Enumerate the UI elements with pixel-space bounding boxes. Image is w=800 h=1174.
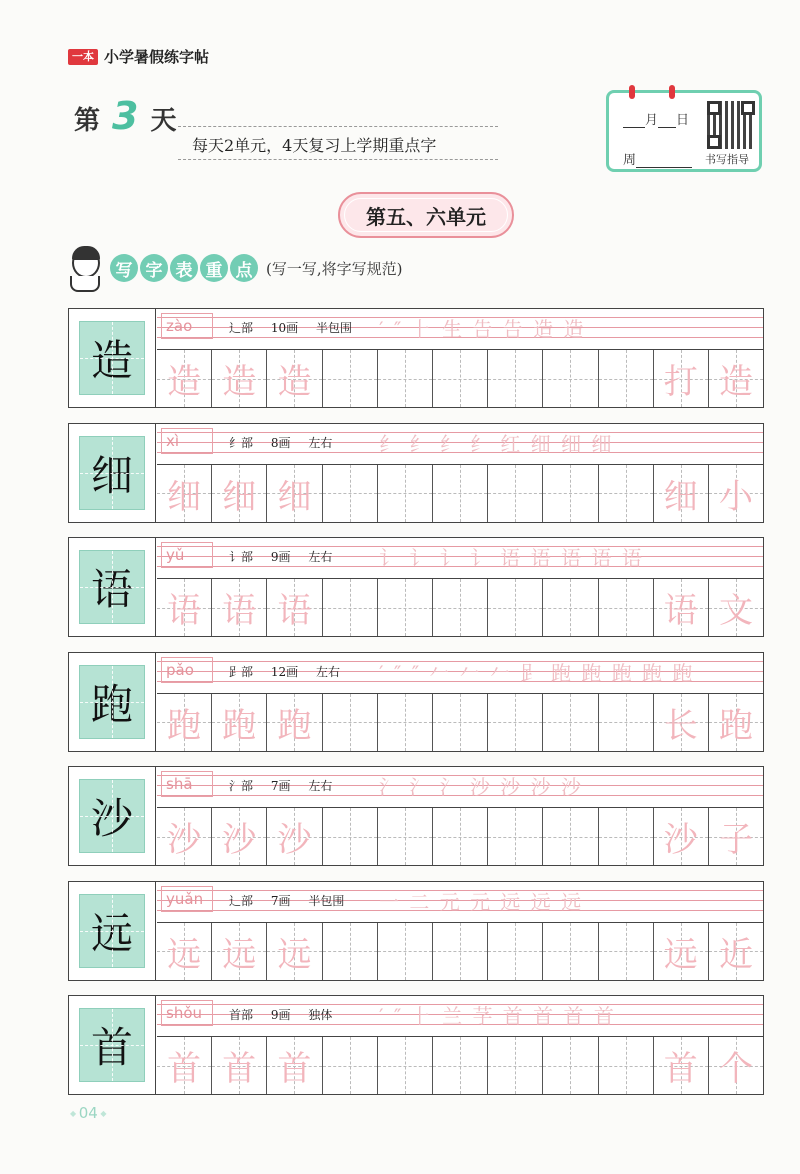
brand-logo: 一本 (68, 49, 98, 65)
stroke-count: 10画 (270, 321, 299, 335)
trace-char: 细 (222, 476, 257, 517)
model-char: 细 (79, 436, 145, 510)
writing-cell[interactable] (654, 465, 709, 522)
writing-cell[interactable] (433, 350, 488, 407)
model-char: 远 (79, 894, 145, 968)
writing-cell[interactable] (433, 579, 488, 636)
pinyin: xì (161, 428, 213, 454)
trace-char: 语 (663, 591, 698, 631)
trace-char (323, 923, 377, 980)
trace-char (378, 694, 432, 751)
model-char: 造 (79, 321, 145, 395)
writing-cell[interactable] (212, 1037, 267, 1094)
trace-char: 近 (718, 934, 753, 975)
writing-cell[interactable] (654, 923, 709, 980)
stroke-count: 7画 (270, 779, 291, 793)
info-band (157, 309, 763, 349)
radical: 讠部 (229, 550, 254, 564)
trace-char (543, 350, 597, 407)
writing-cell[interactable] (488, 923, 543, 980)
writing-cell[interactable] (267, 579, 322, 636)
writing-cell[interactable] (433, 694, 488, 751)
section-title-char: 点 (230, 254, 258, 282)
trace-char (488, 808, 542, 865)
trace-char: 语 (167, 591, 202, 631)
trace-char: 首 (167, 1049, 202, 1089)
trace-char (488, 465, 542, 522)
trace-char (433, 579, 487, 636)
stroke-count: 9画 (270, 550, 291, 564)
trace-char (323, 465, 377, 522)
trace-char: 沙 (222, 820, 257, 860)
info-band (157, 424, 763, 464)
section-title-char: 写 (110, 254, 138, 282)
trace-char: 远 (277, 934, 312, 975)
model-char: 语 (79, 550, 145, 624)
month-label: 月 (645, 113, 659, 128)
trace-char (599, 808, 653, 865)
page-number: ◆ 04 ◆ (70, 1104, 107, 1122)
radical: 辶部 (229, 321, 254, 335)
unit-title-text: 第五、六单元 (366, 204, 486, 229)
book-title: 小学暑假练字帖 (104, 48, 210, 66)
writing-cell[interactable] (323, 350, 378, 407)
structure: 半包围 (315, 321, 352, 335)
radical: 纟部 (229, 435, 254, 450)
trace-char: 细 (277, 476, 312, 517)
trace-char: 沙 (277, 820, 312, 860)
trace-char: 细 (663, 476, 698, 517)
radical: 辶部 (229, 893, 254, 908)
trace-char (543, 923, 597, 980)
writing-cell[interactable] (488, 350, 543, 407)
trace-char (323, 694, 377, 751)
binder-ring-icon (669, 85, 675, 99)
trace-char: 首 (277, 1049, 312, 1089)
writing-cell[interactable] (709, 579, 763, 636)
writing-cell[interactable] (378, 465, 433, 522)
writing-cell[interactable] (654, 808, 709, 865)
writing-grid (157, 807, 763, 865)
writing-grid (157, 464, 763, 522)
writing-cell[interactable] (543, 579, 598, 636)
trace-char: 首 (222, 1049, 257, 1089)
trace-char (323, 350, 377, 407)
char-meta (229, 434, 346, 451)
trace-char: 跑 (167, 705, 202, 746)
child-mascot-icon (64, 244, 106, 292)
writing-grid (157, 1036, 763, 1094)
stroke-count: 7画 (270, 893, 291, 908)
writing-cell[interactable] (543, 694, 598, 751)
writing-cell[interactable] (709, 923, 763, 980)
structure: 半包围 (308, 893, 345, 908)
writing-cell[interactable] (543, 923, 598, 980)
pinyin: zào (161, 313, 213, 339)
writing-cell[interactable] (599, 579, 654, 636)
trace-char: 造 (718, 362, 753, 402)
trace-char (599, 579, 653, 636)
trace-char (378, 465, 432, 522)
writing-cell[interactable] (599, 808, 654, 865)
structure: 左右 (308, 779, 333, 793)
writing-cell[interactable] (267, 465, 322, 522)
trace-char (433, 923, 487, 980)
info-band (157, 653, 763, 693)
trace-char (599, 1037, 653, 1094)
writing-cell[interactable] (488, 465, 543, 522)
trace-char: 造 (167, 362, 202, 402)
section-title-char: 表 (170, 254, 198, 282)
writing-cell[interactable] (654, 694, 709, 751)
section-header (64, 244, 402, 292)
trace-char (433, 465, 487, 522)
writing-cell[interactable] (323, 579, 378, 636)
writing-cell[interactable] (654, 350, 709, 407)
char-meta (229, 548, 346, 565)
writing-cell[interactable] (323, 1037, 378, 1094)
writing-cell[interactable] (543, 350, 598, 407)
unit-title (338, 192, 514, 238)
binder-ring-icon (629, 85, 635, 99)
trace-char (433, 808, 487, 865)
writing-cell[interactable] (599, 465, 654, 522)
writing-cell[interactable] (378, 923, 433, 980)
writing-cell[interactable] (267, 1037, 322, 1094)
stroke-order: 氵 氵 氵 沙 沙 沙 沙 (379, 775, 584, 799)
qr-label: 书写指导 (705, 153, 749, 166)
writing-grid (157, 578, 763, 636)
pinyin: pǎo (161, 657, 213, 683)
pinyin: yuǎn (161, 886, 213, 912)
radical: 𧾷部 (229, 664, 254, 679)
writing-cell[interactable] (543, 808, 598, 865)
section-title (110, 254, 258, 282)
info-band (157, 538, 763, 578)
practice-row (68, 423, 764, 523)
writing-cell[interactable] (433, 465, 488, 522)
writing-cell[interactable] (212, 694, 267, 751)
trace-char: 跑 (718, 705, 753, 746)
writing-cell[interactable] (378, 579, 433, 636)
header (68, 46, 209, 67)
trace-char: 跑 (277, 705, 312, 746)
writing-cell[interactable] (599, 694, 654, 751)
writing-cell[interactable] (543, 465, 598, 522)
writing-cell[interactable] (267, 923, 322, 980)
writing-cell[interactable] (488, 1037, 543, 1094)
date-line (623, 109, 689, 128)
writing-cell[interactable] (378, 694, 433, 751)
trace-char: 语 (222, 591, 257, 631)
writing-grid (157, 922, 763, 980)
section-title-char: 字 (140, 254, 168, 282)
stroke-order: 讠 讠 讠 讠 语 语 语 语 语 (379, 546, 644, 570)
structure: 左右 (315, 664, 340, 679)
trace-char (488, 1037, 542, 1094)
writing-cell[interactable] (709, 1037, 763, 1094)
trace-char (378, 1037, 432, 1094)
model-char: 沙 (79, 779, 145, 853)
practice-rows (68, 308, 764, 1110)
radical: 氵部 (229, 779, 254, 793)
info-band (157, 767, 763, 807)
writing-cell[interactable] (654, 1037, 709, 1094)
practice-row (68, 652, 764, 752)
model-char: 跑 (79, 665, 145, 739)
trace-char: 远 (663, 934, 698, 975)
trace-char (543, 808, 597, 865)
stroke-order: ′ ″ ⺊ 生 告 告 造 造 (379, 317, 586, 341)
info-band (157, 996, 763, 1036)
trace-char (323, 1037, 377, 1094)
pinyin: yǔ (161, 542, 213, 568)
writing-cell[interactable] (323, 923, 378, 980)
practice-row (68, 766, 764, 866)
pinyin: shā (161, 771, 213, 797)
trace-char (599, 465, 653, 522)
trace-char (433, 1037, 487, 1094)
writing-cell[interactable] (378, 350, 433, 407)
trace-char (378, 579, 432, 636)
stroke-count: 9画 (270, 1008, 291, 1022)
writing-cell[interactable] (709, 808, 763, 865)
writing-cell[interactable] (488, 579, 543, 636)
writing-cell[interactable] (709, 694, 763, 751)
trace-char: 个 (718, 1049, 753, 1089)
writing-cell[interactable] (267, 694, 322, 751)
writing-cell[interactable] (323, 694, 378, 751)
radical: 首部 (229, 1008, 254, 1022)
char-meta (229, 663, 354, 680)
day-subtitle: 每天2单元，4天复习上学期重点字 (178, 126, 498, 160)
writing-grid (157, 349, 763, 407)
writing-cell[interactable] (433, 1037, 488, 1094)
writing-cell[interactable] (157, 579, 212, 636)
trace-char: 文 (718, 591, 753, 631)
trace-char: 跑 (222, 705, 257, 746)
trace-char (433, 350, 487, 407)
writing-cell[interactable] (543, 1037, 598, 1094)
trace-char: 细 (167, 476, 202, 517)
writing-cell[interactable] (212, 923, 267, 980)
trace-char (378, 350, 432, 407)
trace-char: 打 (663, 362, 698, 402)
writing-cell[interactable] (157, 694, 212, 751)
trace-char (488, 350, 542, 407)
practice-row (68, 537, 764, 637)
practice-row (68, 881, 764, 981)
writing-cell[interactable] (378, 1037, 433, 1094)
trace-char (488, 579, 542, 636)
day-prefix: 第 (74, 106, 101, 136)
trace-char: 子 (718, 820, 753, 860)
writing-cell[interactable] (599, 350, 654, 407)
writing-cell[interactable] (323, 808, 378, 865)
writing-cell[interactable] (157, 923, 212, 980)
trace-char: 造 (277, 362, 312, 402)
stroke-order: ′ ″ ″ 𠂉 𠂉 𠂉 𧾷 跑 跑 跑 跑 跑 (379, 660, 695, 685)
writing-cell[interactable] (323, 465, 378, 522)
trace-char (488, 923, 542, 980)
trace-char (323, 579, 377, 636)
writing-cell[interactable] (157, 350, 212, 407)
writing-cell[interactable] (599, 1037, 654, 1094)
writing-cell[interactable] (654, 579, 709, 636)
trace-char: 沙 (167, 820, 202, 860)
trace-char (323, 808, 377, 865)
writing-cell[interactable] (157, 465, 212, 522)
writing-cell[interactable] (433, 808, 488, 865)
practice-row (68, 995, 764, 1095)
stroke-order: ⼀ 二 元 元 远 远 远 (379, 889, 584, 914)
trace-char (488, 694, 542, 751)
writing-cell[interactable] (267, 808, 322, 865)
writing-cell[interactable] (709, 350, 763, 407)
stroke-count: 12画 (270, 664, 299, 679)
trace-char: 远 (167, 934, 202, 975)
writing-cell[interactable] (212, 465, 267, 522)
trace-char (599, 923, 653, 980)
trace-char: 沙 (663, 820, 698, 860)
trace-char (543, 1037, 597, 1094)
trace-char (378, 923, 432, 980)
writing-cell[interactable] (488, 694, 543, 751)
trace-char: 首 (663, 1049, 698, 1089)
trace-char (599, 694, 653, 751)
practice-row (68, 308, 764, 408)
model-char: 首 (79, 1008, 145, 1082)
writing-cell[interactable] (157, 808, 212, 865)
char-meta (229, 319, 366, 336)
trace-char (433, 694, 487, 751)
stroke-count: 8画 (270, 435, 291, 450)
section-note: (写一写,将字写规范) (266, 259, 403, 278)
stroke-order: ′ ″ ⺊ 兰 芓 首 首 首 首 (379, 1004, 616, 1028)
writing-cell[interactable] (433, 923, 488, 980)
trace-char: 小 (718, 476, 753, 517)
writing-cell[interactable] (212, 579, 267, 636)
writing-cell[interactable] (157, 1037, 212, 1094)
stroke-order: 纟 纟 纟 纟 红 细 细 细 (379, 431, 614, 456)
week-label: 周 (623, 153, 637, 168)
trace-char (599, 350, 653, 407)
char-meta (229, 777, 346, 794)
writing-cell[interactable] (267, 350, 322, 407)
trace-char: 长 (663, 705, 698, 746)
pinyin: shǒu (161, 1000, 213, 1026)
day-suffix: 天 (150, 106, 177, 136)
day-label: 日 (676, 113, 690, 128)
writing-cell[interactable] (378, 808, 433, 865)
writing-cell[interactable] (488, 808, 543, 865)
trace-char (543, 579, 597, 636)
trace-char: 语 (277, 591, 312, 631)
trace-char (543, 465, 597, 522)
trace-char: 远 (222, 934, 257, 975)
day-number: 3 (112, 94, 139, 138)
section-title-char: 重 (200, 254, 228, 282)
writing-cell[interactable] (599, 923, 654, 980)
char-meta (229, 892, 358, 909)
char-meta (229, 1006, 346, 1023)
qr-code-icon[interactable] (707, 101, 755, 149)
week-line (623, 149, 692, 168)
trace-char (543, 694, 597, 751)
info-band (157, 882, 763, 922)
structure: 左右 (308, 435, 333, 450)
writing-cell[interactable] (212, 350, 267, 407)
writing-grid (157, 693, 763, 751)
structure: 左右 (308, 550, 333, 564)
date-box (606, 90, 762, 172)
day-title (74, 94, 176, 138)
writing-cell[interactable] (212, 808, 267, 865)
structure: 独体 (308, 1008, 333, 1022)
trace-char (378, 808, 432, 865)
trace-char: 造 (222, 362, 257, 402)
writing-cell[interactable] (709, 465, 763, 522)
